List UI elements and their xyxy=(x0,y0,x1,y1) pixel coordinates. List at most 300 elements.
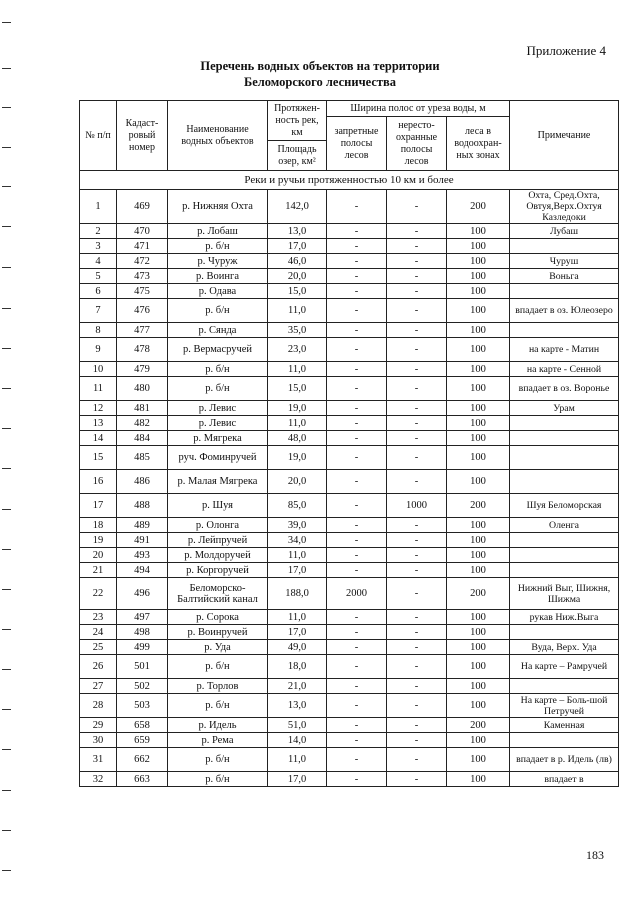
edge-mark xyxy=(2,589,11,590)
cell-number: 15 xyxy=(80,446,117,470)
cell-forbidden: - xyxy=(327,416,387,431)
cell-length: 51,0 xyxy=(268,718,327,733)
cell-water-zone: 100 xyxy=(447,239,510,254)
cell-cadastral: 471 xyxy=(117,239,168,254)
cell-number: 21 xyxy=(80,563,117,578)
cell-number: 10 xyxy=(80,362,117,377)
cell-note: впадает в оз. Воронье xyxy=(510,377,619,401)
cell-cadastral: 473 xyxy=(117,269,168,284)
cell-cadastral: 662 xyxy=(117,748,168,772)
cell-spawning: - xyxy=(387,299,447,323)
cell-forbidden: - xyxy=(327,446,387,470)
cell-number: 8 xyxy=(80,323,117,338)
cell-water-zone: 100 xyxy=(447,625,510,640)
cell-cadastral: 472 xyxy=(117,254,168,269)
cell-name: р. б/н xyxy=(168,299,268,323)
table-row xyxy=(80,299,619,323)
cell-length: 19,0 xyxy=(268,446,327,470)
table-row xyxy=(80,533,619,548)
cell-forbidden: - xyxy=(327,190,387,224)
cell-forbidden: - xyxy=(327,494,387,518)
table-row xyxy=(80,679,619,694)
cell-number: 7 xyxy=(80,299,117,323)
cell-name: р. Лейпручей xyxy=(168,533,268,548)
cell-number: 22 xyxy=(80,578,117,610)
water-objects-table xyxy=(79,100,619,787)
cell-cadastral: 475 xyxy=(117,284,168,299)
table-row xyxy=(80,323,619,338)
cell-cadastral: 659 xyxy=(117,733,168,748)
cell-number: 30 xyxy=(80,733,117,748)
cell-cadastral: 498 xyxy=(117,625,168,640)
cell-note: Урам xyxy=(510,401,619,416)
cell-forbidden: - xyxy=(327,733,387,748)
cell-forbidden: - xyxy=(327,694,387,718)
cell-name: р. Рема xyxy=(168,733,268,748)
cell-spawning: 1000 xyxy=(387,494,447,518)
cell-number: 19 xyxy=(80,533,117,548)
edge-mark xyxy=(2,147,11,148)
cell-name: р. б/н xyxy=(168,655,268,679)
cell-spawning: - xyxy=(387,718,447,733)
cell-length: 11,0 xyxy=(268,748,327,772)
cell-spawning: - xyxy=(387,254,447,269)
header-area: Площадь озер, км² xyxy=(268,141,327,171)
cell-water-zone: 100 xyxy=(447,377,510,401)
cell-number: 6 xyxy=(80,284,117,299)
cell-note: впадает в р. Идель (лв) xyxy=(510,748,619,772)
cell-cadastral: 489 xyxy=(117,518,168,533)
cell-water-zone: 100 xyxy=(447,299,510,323)
cell-note xyxy=(510,323,619,338)
cell-spawning: - xyxy=(387,640,447,655)
cell-name: р. Левис xyxy=(168,401,268,416)
cell-water-zone: 100 xyxy=(447,323,510,338)
cell-name: р. Воинга xyxy=(168,269,268,284)
cell-spawning: - xyxy=(387,772,447,787)
edge-mark xyxy=(2,790,11,791)
cell-number: 26 xyxy=(80,655,117,679)
cell-spawning: - xyxy=(387,533,447,548)
cell-name: р. Молдоручей xyxy=(168,548,268,563)
cell-note: впадает в xyxy=(510,772,619,787)
cell-note: Оленга xyxy=(510,518,619,533)
cell-length: 18,0 xyxy=(268,655,327,679)
cell-forbidden: 2000 xyxy=(327,578,387,610)
cell-spawning: - xyxy=(387,362,447,377)
cell-cadastral: 502 xyxy=(117,679,168,694)
table-row xyxy=(80,362,619,377)
cell-note: Вуда, Верх. Уда xyxy=(510,640,619,655)
table-row xyxy=(80,254,619,269)
cell-length: 11,0 xyxy=(268,548,327,563)
table-row xyxy=(80,338,619,362)
cell-cadastral: 478 xyxy=(117,338,168,362)
table-row xyxy=(80,733,619,748)
cell-spawning: - xyxy=(387,748,447,772)
cell-note xyxy=(510,431,619,446)
cell-length: 20,0 xyxy=(268,470,327,494)
edge-mark xyxy=(2,509,11,510)
cell-note: Чуруш xyxy=(510,254,619,269)
cell-note xyxy=(510,284,619,299)
cell-length: 11,0 xyxy=(268,362,327,377)
cell-water-zone: 100 xyxy=(447,748,510,772)
cell-forbidden: - xyxy=(327,679,387,694)
cell-forbidden: - xyxy=(327,362,387,377)
cell-note: на карте - Сенной xyxy=(510,362,619,377)
section-row xyxy=(80,171,619,190)
edge-mark xyxy=(2,308,11,309)
cell-cadastral: 488 xyxy=(117,494,168,518)
cell-length: 17,0 xyxy=(268,563,327,578)
cell-number: 23 xyxy=(80,610,117,625)
cell-length: 11,0 xyxy=(268,299,327,323)
cell-length: 21,0 xyxy=(268,679,327,694)
table-row xyxy=(80,718,619,733)
cell-cadastral: 496 xyxy=(117,578,168,610)
cell-name: р. Мягрека xyxy=(168,431,268,446)
cell-forbidden: - xyxy=(327,470,387,494)
cell-name: р. Левис xyxy=(168,416,268,431)
cell-cadastral: 485 xyxy=(117,446,168,470)
cell-name: Беломорско-Балтийский канал xyxy=(168,578,268,610)
cell-cadastral: 470 xyxy=(117,224,168,239)
table-row xyxy=(80,269,619,284)
cell-spawning: - xyxy=(387,625,447,640)
table-row xyxy=(80,563,619,578)
cell-name: р. б/н xyxy=(168,748,268,772)
cell-cadastral: 499 xyxy=(117,640,168,655)
cell-note: Охта, Сред.Охта, Овтуя,Верх.Охтуя Казледоки xyxy=(510,190,619,224)
cell-spawning: - xyxy=(387,284,447,299)
table-row xyxy=(80,284,619,299)
cell-name: р. б/н xyxy=(168,377,268,401)
cell-number: 31 xyxy=(80,748,117,772)
cell-water-zone: 100 xyxy=(447,269,510,284)
cell-water-zone: 100 xyxy=(447,533,510,548)
cell-water-zone: 100 xyxy=(447,446,510,470)
cell-cadastral: 479 xyxy=(117,362,168,377)
cell-spawning: - xyxy=(387,694,447,718)
cell-length: 23,0 xyxy=(268,338,327,362)
cell-length: 17,0 xyxy=(268,772,327,787)
cell-spawning: - xyxy=(387,610,447,625)
cell-name: р. Сорока xyxy=(168,610,268,625)
cell-cadastral: 484 xyxy=(117,431,168,446)
cell-spawning: - xyxy=(387,323,447,338)
cell-number: 17 xyxy=(80,494,117,518)
cell-water-zone: 200 xyxy=(447,190,510,224)
cell-length: 85,0 xyxy=(268,494,327,518)
cell-name: руч. Фоминручей xyxy=(168,446,268,470)
cell-cadastral: 658 xyxy=(117,718,168,733)
cell-forbidden: - xyxy=(327,548,387,563)
cell-water-zone: 100 xyxy=(447,401,510,416)
cell-name: р. Одава xyxy=(168,284,268,299)
cell-name: р. Торлов xyxy=(168,679,268,694)
page-number: 183 xyxy=(586,848,604,862)
edge-mark xyxy=(2,709,11,710)
edge-mark xyxy=(2,870,11,871)
cell-number: 4 xyxy=(80,254,117,269)
cell-number: 18 xyxy=(80,518,117,533)
cell-spawning: - xyxy=(387,190,447,224)
cell-number: 16 xyxy=(80,470,117,494)
cell-spawning: - xyxy=(387,338,447,362)
cell-forbidden: - xyxy=(327,224,387,239)
header-width-group: Ширина полос от уреза воды, м xyxy=(327,101,510,117)
cell-number: 5 xyxy=(80,269,117,284)
cell-name: р. Лобаш xyxy=(168,224,268,239)
header-spawning: нересто-охранные полосы лесов xyxy=(387,117,447,171)
cell-water-zone: 200 xyxy=(447,494,510,518)
cell-note xyxy=(510,239,619,254)
cell-length: 11,0 xyxy=(268,416,327,431)
edge-mark xyxy=(2,629,11,630)
cell-length: 15,0 xyxy=(268,284,327,299)
cell-note xyxy=(510,470,619,494)
cell-spawning: - xyxy=(387,578,447,610)
table-row xyxy=(80,416,619,431)
cell-name: р. Вермасручей xyxy=(168,338,268,362)
cell-forbidden: - xyxy=(327,338,387,362)
cell-water-zone: 100 xyxy=(447,431,510,446)
cell-forbidden: - xyxy=(327,269,387,284)
cell-cadastral: 501 xyxy=(117,655,168,679)
cell-water-zone: 100 xyxy=(447,694,510,718)
edge-mark xyxy=(2,22,11,23)
cell-note xyxy=(510,416,619,431)
cell-number: 24 xyxy=(80,625,117,640)
header-water-zone: леса в водоохран-ных зонах xyxy=(447,117,510,171)
edge-mark xyxy=(2,830,11,831)
cell-cadastral: 503 xyxy=(117,694,168,718)
header-name: Наименование водных объектов xyxy=(168,101,268,171)
header-length: Протяжен-ность рек, км xyxy=(268,101,327,141)
cell-number: 9 xyxy=(80,338,117,362)
cell-cadastral: 476 xyxy=(117,299,168,323)
cell-water-zone: 100 xyxy=(447,563,510,578)
cell-cadastral: 480 xyxy=(117,377,168,401)
cell-spawning: - xyxy=(387,401,447,416)
table-row xyxy=(80,377,619,401)
cell-water-zone: 100 xyxy=(447,224,510,239)
cell-note xyxy=(510,446,619,470)
cell-note xyxy=(510,733,619,748)
table-row xyxy=(80,224,619,239)
cell-forbidden: - xyxy=(327,625,387,640)
cell-water-zone: 200 xyxy=(447,718,510,733)
cell-length: 142,0 xyxy=(268,190,327,224)
cell-number: 32 xyxy=(80,772,117,787)
cell-cadastral: 491 xyxy=(117,533,168,548)
table-row xyxy=(80,694,619,718)
cell-length: 19,0 xyxy=(268,401,327,416)
cell-forbidden: - xyxy=(327,377,387,401)
cell-name: р. б/н xyxy=(168,239,268,254)
cell-number: 12 xyxy=(80,401,117,416)
cell-number: 27 xyxy=(80,679,117,694)
edge-mark xyxy=(2,107,11,108)
cell-forbidden: - xyxy=(327,323,387,338)
cell-name: р. Идель xyxy=(168,718,268,733)
cell-name: р. Воинручей xyxy=(168,625,268,640)
title-line-1: Перечень водных объектов на территории xyxy=(200,59,440,73)
cell-length: 46,0 xyxy=(268,254,327,269)
cell-spawning: - xyxy=(387,655,447,679)
cell-water-zone: 100 xyxy=(447,772,510,787)
edge-mark xyxy=(2,267,11,268)
cell-note: рукав Ниж.Выга xyxy=(510,610,619,625)
cell-forbidden: - xyxy=(327,299,387,323)
table-row xyxy=(80,494,619,518)
cell-cadastral: 477 xyxy=(117,323,168,338)
cell-spawning: - xyxy=(387,269,447,284)
cell-number: 1 xyxy=(80,190,117,224)
cell-cadastral: 486 xyxy=(117,470,168,494)
cell-name: р. Олонга xyxy=(168,518,268,533)
table-row xyxy=(80,655,619,679)
cell-forbidden: - xyxy=(327,431,387,446)
table-row xyxy=(80,470,619,494)
cell-cadastral: 482 xyxy=(117,416,168,431)
table-row xyxy=(80,431,619,446)
table-row xyxy=(80,625,619,640)
cell-name: р. Малая Мягрека xyxy=(168,470,268,494)
cell-length: 49,0 xyxy=(268,640,327,655)
cell-length: 13,0 xyxy=(268,694,327,718)
cell-note xyxy=(510,625,619,640)
cell-cadastral: 469 xyxy=(117,190,168,224)
cell-name: р. Сянда xyxy=(168,323,268,338)
edge-mark xyxy=(2,669,11,670)
cell-note: Шуя Беломорская xyxy=(510,494,619,518)
cell-length: 188,0 xyxy=(268,578,327,610)
cell-forbidden: - xyxy=(327,401,387,416)
table-row xyxy=(80,640,619,655)
cell-length: 39,0 xyxy=(268,518,327,533)
cell-forbidden: - xyxy=(327,284,387,299)
edge-mark xyxy=(2,549,11,550)
cell-length: 15,0 xyxy=(268,377,327,401)
header-note: Примечание xyxy=(510,101,619,171)
cell-note: На карте – Рамручей xyxy=(510,655,619,679)
cell-number: 29 xyxy=(80,718,117,733)
cell-note xyxy=(510,533,619,548)
cell-number: 20 xyxy=(80,548,117,563)
cell-note xyxy=(510,563,619,578)
cell-note xyxy=(510,679,619,694)
cell-number: 14 xyxy=(80,431,117,446)
cell-spawning: - xyxy=(387,431,447,446)
cell-spawning: - xyxy=(387,416,447,431)
cell-forbidden: - xyxy=(327,533,387,548)
cell-name: р. Коргоручей xyxy=(168,563,268,578)
cell-length: 14,0 xyxy=(268,733,327,748)
cell-forbidden: - xyxy=(327,610,387,625)
cell-note xyxy=(510,548,619,563)
cell-spawning: - xyxy=(387,679,447,694)
cell-name: р. б/н xyxy=(168,694,268,718)
cell-name: р. Шуя xyxy=(168,494,268,518)
cell-number: 2 xyxy=(80,224,117,239)
cell-note: Каменная xyxy=(510,718,619,733)
table-row xyxy=(80,401,619,416)
cell-spawning: - xyxy=(387,563,447,578)
edge-mark xyxy=(2,226,11,227)
cell-cadastral: 493 xyxy=(117,548,168,563)
table-row xyxy=(80,610,619,625)
cell-note: Лубаш xyxy=(510,224,619,239)
cell-length: 17,0 xyxy=(268,239,327,254)
header-num: № п/п xyxy=(80,101,117,171)
cell-water-zone: 100 xyxy=(447,733,510,748)
edge-mark xyxy=(2,388,11,389)
cell-water-zone: 100 xyxy=(447,610,510,625)
cell-forbidden: - xyxy=(327,718,387,733)
cell-note: впадает в оз. Юлеозеро xyxy=(510,299,619,323)
cell-length: 34,0 xyxy=(268,533,327,548)
section-title: Реки и ручьи протяженностью 10 км и более xyxy=(80,171,619,190)
cell-spawning: - xyxy=(387,470,447,494)
edge-mark xyxy=(2,348,11,349)
edge-mark xyxy=(2,186,11,187)
cell-water-zone: 100 xyxy=(447,416,510,431)
cell-cadastral: 494 xyxy=(117,563,168,578)
cell-length: 11,0 xyxy=(268,610,327,625)
cell-cadastral: 497 xyxy=(117,610,168,625)
cell-spawning: - xyxy=(387,446,447,470)
title-line-2: Беломорского лесничества xyxy=(243,75,397,89)
table-row xyxy=(80,190,619,224)
cell-length: 20,0 xyxy=(268,269,327,284)
edge-mark xyxy=(2,468,11,469)
table-row xyxy=(80,518,619,533)
edge-mark xyxy=(2,428,11,429)
cell-water-zone: 100 xyxy=(447,655,510,679)
cell-name: р. Чуруж xyxy=(168,254,268,269)
table-row xyxy=(80,548,619,563)
cell-number: 28 xyxy=(80,694,117,718)
cell-number: 25 xyxy=(80,640,117,655)
cell-spawning: - xyxy=(387,239,447,254)
cell-forbidden: - xyxy=(327,655,387,679)
cell-spawning: - xyxy=(387,518,447,533)
cell-name: р. Нижняя Охта xyxy=(168,190,268,224)
cell-note: Воньга xyxy=(510,269,619,284)
cell-forbidden: - xyxy=(327,518,387,533)
cell-spawning: - xyxy=(387,377,447,401)
edge-mark xyxy=(2,749,11,750)
table-row xyxy=(80,748,619,772)
cell-water-zone: 100 xyxy=(447,362,510,377)
cell-name: р. б/н xyxy=(168,772,268,787)
cell-spawning: - xyxy=(387,548,447,563)
header-forbidden: запретные полосы лесов xyxy=(327,117,387,171)
cell-spawning: - xyxy=(387,224,447,239)
cell-spawning: - xyxy=(387,733,447,748)
cell-note: на карте - Матин xyxy=(510,338,619,362)
cell-forbidden: - xyxy=(327,563,387,578)
cell-length: 13,0 xyxy=(268,224,327,239)
cell-water-zone: 100 xyxy=(447,679,510,694)
table-row xyxy=(80,446,619,470)
cell-number: 13 xyxy=(80,416,117,431)
table-row xyxy=(80,772,619,787)
document-title xyxy=(0,58,640,90)
header-cadastral: Кадаст-ровый номер xyxy=(117,101,168,171)
